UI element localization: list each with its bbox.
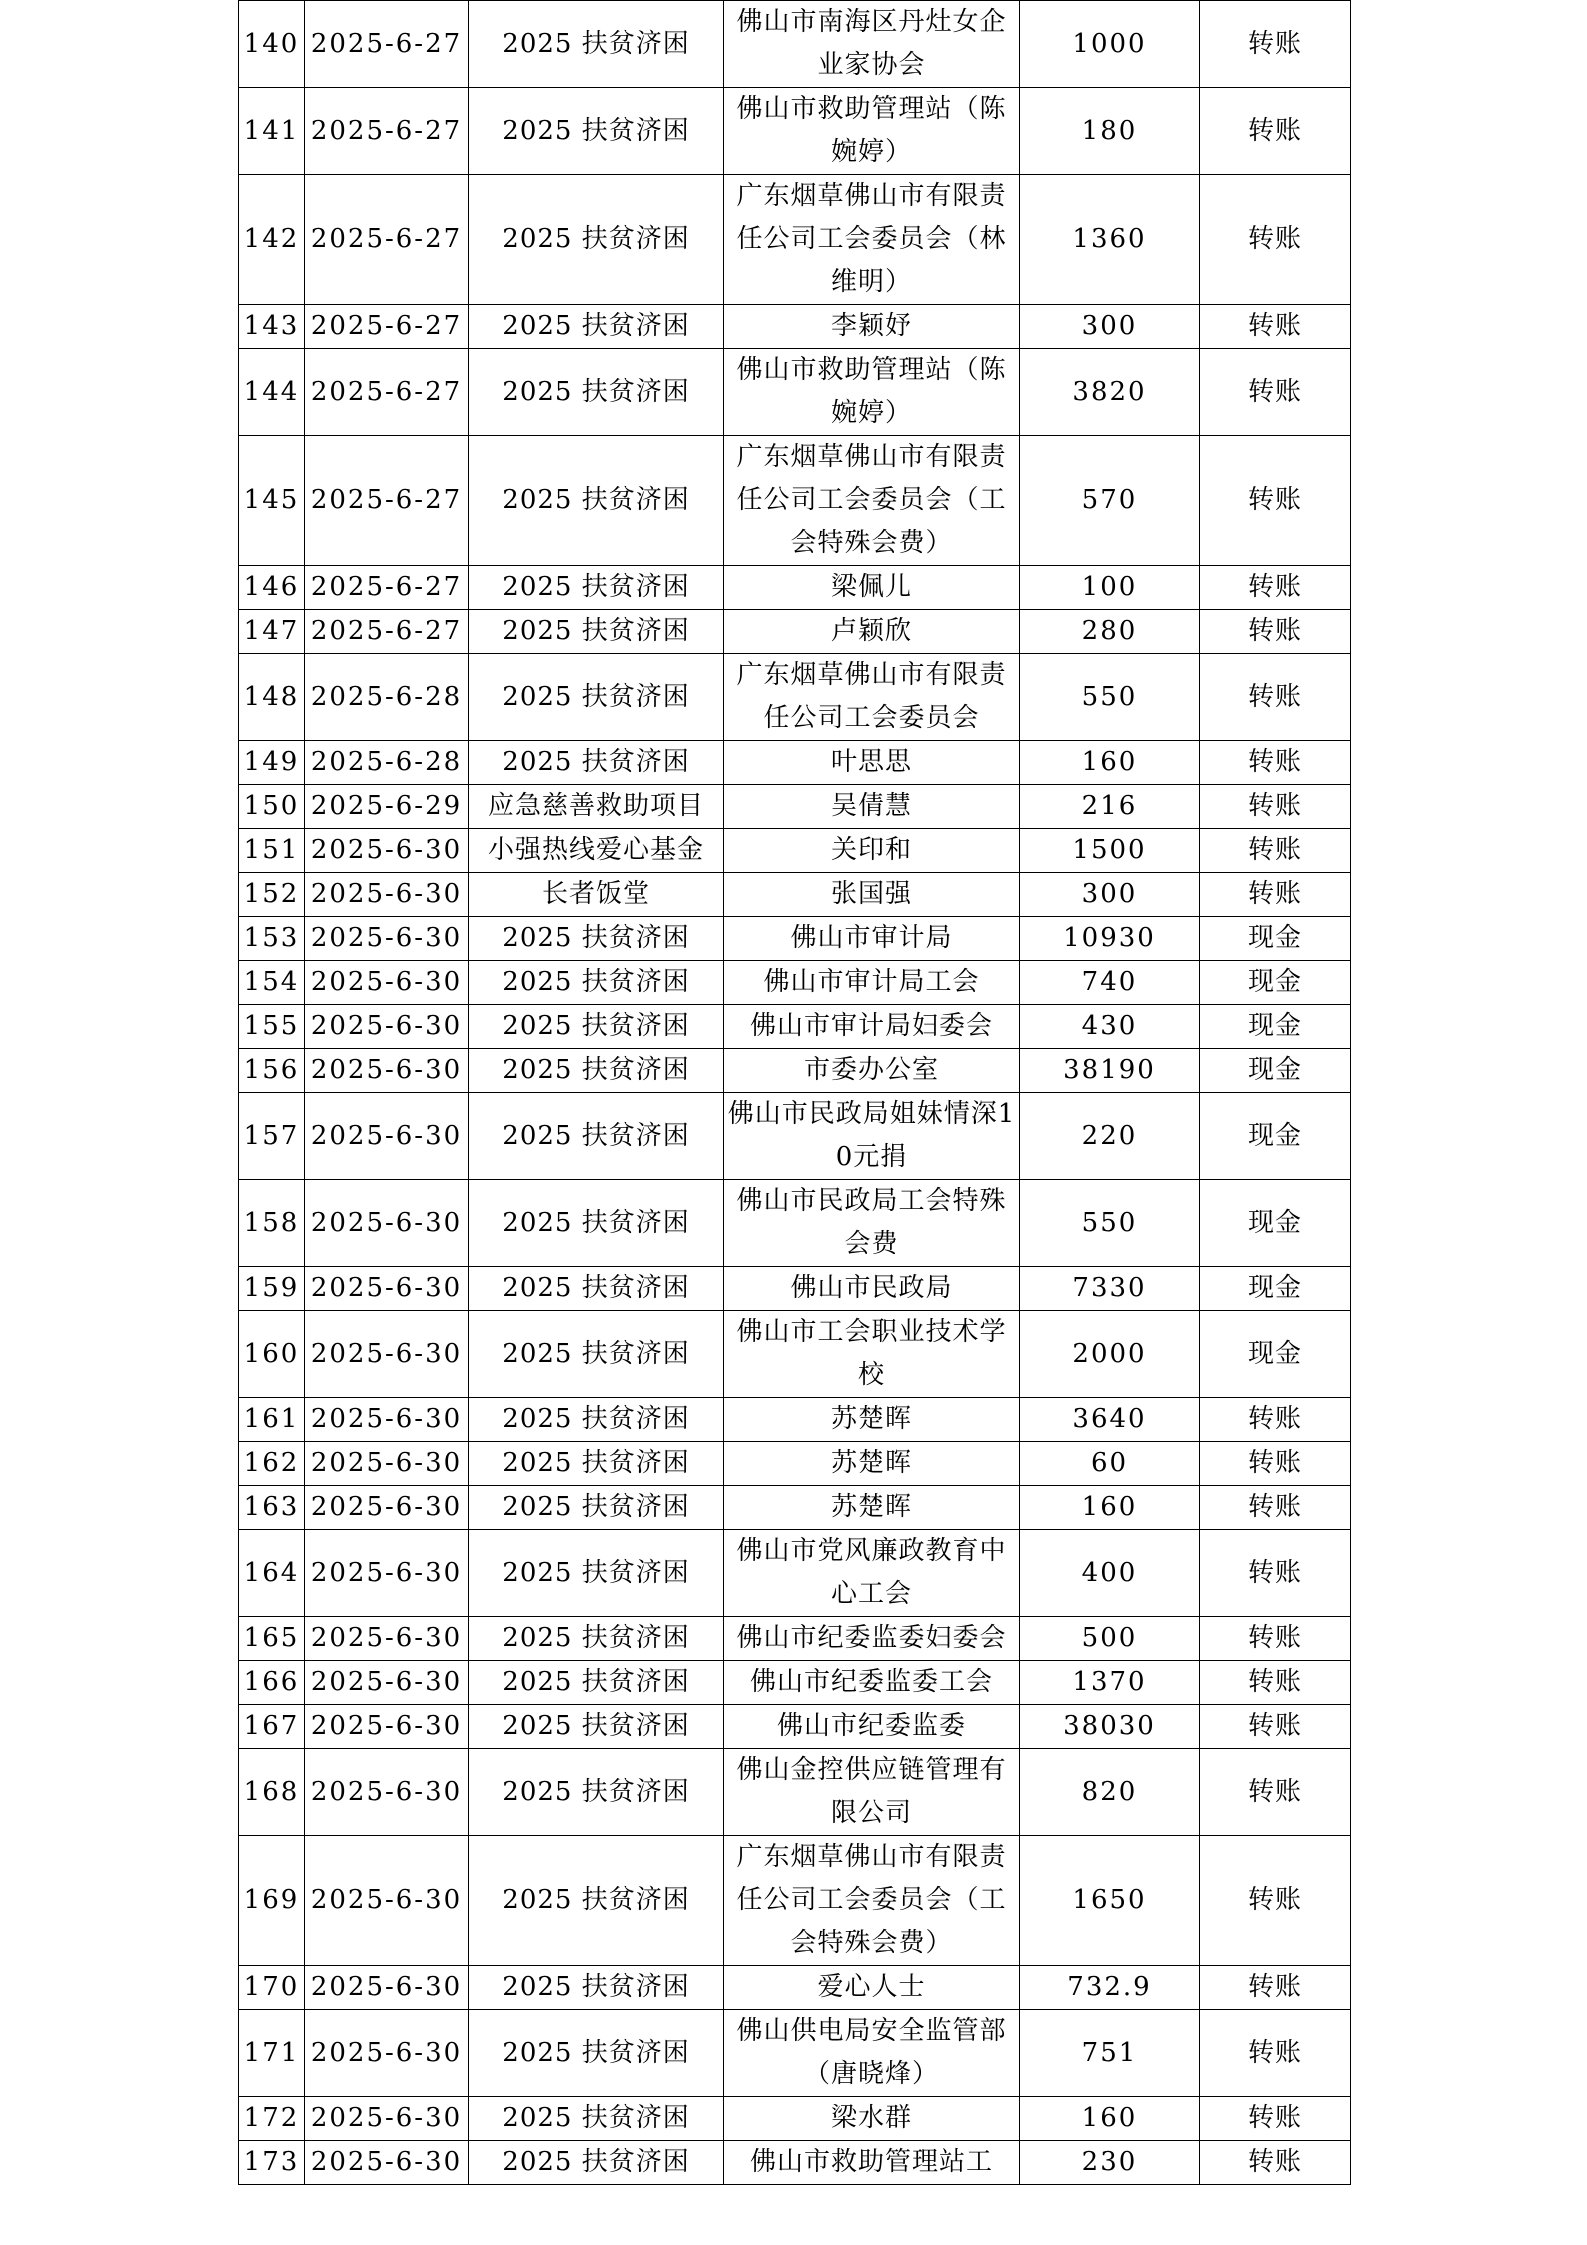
payment-method-cell: 转账 (1200, 1530, 1351, 1617)
project-cell: 2025 扶贫济困 (469, 961, 724, 1005)
project-cell: 2025 扶贫济困 (469, 1093, 724, 1180)
serial-number-cell: 158 (239, 1180, 305, 1267)
date-cell: 2025-6-29 (305, 785, 469, 829)
project-cell: 2025 扶贫济困 (469, 2097, 724, 2141)
date-cell: 2025-6-30 (305, 1749, 469, 1836)
table-row (239, 1749, 1351, 1836)
project-cell: 2025 扶贫济困 (469, 610, 724, 654)
project-cell: 应急慈善救助项目 (469, 785, 724, 829)
amount-cell: 3820 (1020, 349, 1200, 436)
serial-number-cell: 156 (239, 1049, 305, 1093)
serial-number-cell: 147 (239, 610, 305, 654)
amount-cell: 751 (1020, 2010, 1200, 2097)
donor-cell: 佛山市工会职业技术学校 (724, 1311, 1020, 1398)
donor-cell: 卢颖欣 (724, 610, 1020, 654)
amount-cell: 100 (1020, 566, 1200, 610)
payment-method-cell: 转账 (1200, 436, 1351, 566)
amount-cell: 300 (1020, 305, 1200, 349)
donor-cell: 关印和 (724, 829, 1020, 873)
project-cell: 2025 扶贫济困 (469, 1836, 724, 1966)
payment-method-cell: 转账 (1200, 1966, 1351, 2010)
payment-method-cell: 转账 (1200, 88, 1351, 175)
project-cell: 2025 扶贫济困 (469, 654, 724, 741)
payment-method-cell: 转账 (1200, 1, 1351, 88)
table-row (239, 349, 1351, 436)
project-cell: 2025 扶贫济困 (469, 566, 724, 610)
donor-cell: 佛山市党风廉政教育中心工会 (724, 1530, 1020, 1617)
serial-number-cell: 157 (239, 1093, 305, 1180)
serial-number-cell: 165 (239, 1617, 305, 1661)
donor-cell: 广东烟草佛山市有限责任公司工会委员会（林维明） (724, 175, 1020, 305)
serial-number-cell: 151 (239, 829, 305, 873)
payment-method-cell: 转账 (1200, 566, 1351, 610)
payment-method-cell: 转账 (1200, 654, 1351, 741)
payment-method-cell: 现金 (1200, 1180, 1351, 1267)
amount-cell: 1000 (1020, 1, 1200, 88)
project-cell: 长者饭堂 (469, 873, 724, 917)
donor-cell: 佛山金控供应链管理有限公司 (724, 1749, 1020, 1836)
date-cell: 2025-6-30 (305, 961, 469, 1005)
amount-cell: 220 (1020, 1093, 1200, 1180)
donor-cell: 佛山市纪委监委妇委会 (724, 1617, 1020, 1661)
payment-method-cell: 转账 (1200, 1661, 1351, 1705)
table-row (239, 1267, 1351, 1311)
payment-method-cell: 转账 (1200, 175, 1351, 305)
table-row (239, 566, 1351, 610)
donor-cell: 广东烟草佛山市有限责任公司工会委员会 (724, 654, 1020, 741)
project-cell: 2025 扶贫济困 (469, 436, 724, 566)
amount-cell: 500 (1020, 1617, 1200, 1661)
payment-method-cell: 转账 (1200, 1749, 1351, 1836)
donor-cell: 爱心人士 (724, 1966, 1020, 2010)
amount-cell: 230 (1020, 2141, 1200, 2185)
donor-cell: 苏楚晖 (724, 1486, 1020, 1530)
payment-method-cell: 现金 (1200, 961, 1351, 1005)
amount-cell: 550 (1020, 1180, 1200, 1267)
donor-cell: 佛山供电局安全监管部（唐晓烽） (724, 2010, 1020, 2097)
serial-number-cell: 150 (239, 785, 305, 829)
table-row (239, 1486, 1351, 1530)
donor-cell: 佛山市救助管理站（陈婉婷） (724, 349, 1020, 436)
donor-cell: 佛山市民政局 (724, 1267, 1020, 1311)
donor-cell: 佛山市民政局工会特殊会费 (724, 1180, 1020, 1267)
table-row (239, 1311, 1351, 1398)
amount-cell: 1500 (1020, 829, 1200, 873)
project-cell: 2025 扶贫济困 (469, 1180, 724, 1267)
date-cell: 2025-6-30 (305, 829, 469, 873)
project-cell: 2025 扶贫济困 (469, 1749, 724, 1836)
serial-number-cell: 166 (239, 1661, 305, 1705)
payment-method-cell: 转账 (1200, 741, 1351, 785)
table-row (239, 88, 1351, 175)
payment-method-cell: 转账 (1200, 2097, 1351, 2141)
payment-method-cell: 转账 (1200, 610, 1351, 654)
serial-number-cell: 153 (239, 917, 305, 961)
payment-method-cell: 转账 (1200, 349, 1351, 436)
payment-method-cell: 现金 (1200, 1311, 1351, 1398)
amount-cell: 550 (1020, 654, 1200, 741)
serial-number-cell: 144 (239, 349, 305, 436)
donor-cell: 广东烟草佛山市有限责任公司工会委员会（工会特殊会费） (724, 1836, 1020, 1966)
project-cell: 2025 扶贫济困 (469, 917, 724, 961)
amount-cell: 216 (1020, 785, 1200, 829)
serial-number-cell: 155 (239, 1005, 305, 1049)
serial-number-cell: 162 (239, 1442, 305, 1486)
serial-number-cell: 171 (239, 2010, 305, 2097)
date-cell: 2025-6-30 (305, 1049, 469, 1093)
donor-cell: 广东烟草佛山市有限责任公司工会委员会（工会特殊会费） (724, 436, 1020, 566)
amount-cell: 280 (1020, 610, 1200, 654)
date-cell: 2025-6-30 (305, 1705, 469, 1749)
serial-number-cell: 154 (239, 961, 305, 1005)
date-cell: 2025-6-30 (305, 1398, 469, 1442)
table-row (239, 961, 1351, 1005)
amount-cell: 300 (1020, 873, 1200, 917)
date-cell: 2025-6-30 (305, 1617, 469, 1661)
serial-number-cell: 164 (239, 1530, 305, 1617)
table-row (239, 1180, 1351, 1267)
payment-method-cell: 转账 (1200, 785, 1351, 829)
project-cell: 2025 扶贫济困 (469, 741, 724, 785)
date-cell: 2025-6-27 (305, 88, 469, 175)
table-row (239, 829, 1351, 873)
date-cell: 2025-6-30 (305, 1005, 469, 1049)
date-cell: 2025-6-28 (305, 654, 469, 741)
date-cell: 2025-6-30 (305, 1093, 469, 1180)
donor-cell: 苏楚晖 (724, 1442, 1020, 1486)
amount-cell: 430 (1020, 1005, 1200, 1049)
donor-cell: 佛山市救助管理站（陈婉婷） (724, 88, 1020, 175)
amount-cell: 732.9 (1020, 1966, 1200, 2010)
project-cell: 2025 扶贫济困 (469, 1530, 724, 1617)
date-cell: 2025-6-30 (305, 1442, 469, 1486)
payment-method-cell: 转账 (1200, 1486, 1351, 1530)
project-cell: 2025 扶贫济困 (469, 1705, 724, 1749)
table-row (239, 1049, 1351, 1093)
serial-number-cell: 160 (239, 1311, 305, 1398)
project-cell: 2025 扶贫济困 (469, 1049, 724, 1093)
amount-cell: 38030 (1020, 1705, 1200, 1749)
amount-cell: 160 (1020, 2097, 1200, 2141)
payment-method-cell: 现金 (1200, 1049, 1351, 1093)
payment-method-cell: 转账 (1200, 2010, 1351, 2097)
project-cell: 2025 扶贫济困 (469, 1, 724, 88)
date-cell: 2025-6-28 (305, 741, 469, 785)
amount-cell: 10930 (1020, 917, 1200, 961)
donor-cell: 梁水群 (724, 2097, 1020, 2141)
table-row (239, 654, 1351, 741)
donor-cell: 佛山市审计局 (724, 917, 1020, 961)
project-cell: 2025 扶贫济困 (469, 175, 724, 305)
donor-cell: 叶思思 (724, 741, 1020, 785)
amount-cell: 570 (1020, 436, 1200, 566)
donor-cell: 佛山市纪委监委 (724, 1705, 1020, 1749)
table-row (239, 1966, 1351, 2010)
date-cell: 2025-6-30 (305, 1267, 469, 1311)
payment-method-cell: 转账 (1200, 2141, 1351, 2185)
date-cell: 2025-6-30 (305, 1966, 469, 2010)
serial-number-cell: 173 (239, 2141, 305, 2185)
project-cell: 2025 扶贫济困 (469, 1398, 724, 1442)
serial-number-cell: 161 (239, 1398, 305, 1442)
table-row (239, 175, 1351, 305)
amount-cell: 820 (1020, 1749, 1200, 1836)
project-cell: 2025 扶贫济困 (469, 1311, 724, 1398)
date-cell: 2025-6-30 (305, 917, 469, 961)
date-cell: 2025-6-30 (305, 1530, 469, 1617)
amount-cell: 400 (1020, 1530, 1200, 1617)
date-cell: 2025-6-30 (305, 2097, 469, 2141)
donation-table (238, 0, 1351, 2185)
project-cell: 小强热线爱心基金 (469, 829, 724, 873)
table-row (239, 1617, 1351, 1661)
payment-method-cell: 转账 (1200, 873, 1351, 917)
serial-number-cell: 159 (239, 1267, 305, 1311)
donor-cell: 佛山市纪委监委工会 (724, 1661, 1020, 1705)
amount-cell: 160 (1020, 1486, 1200, 1530)
amount-cell: 740 (1020, 961, 1200, 1005)
donor-cell: 吴倩慧 (724, 785, 1020, 829)
table-row (239, 1442, 1351, 1486)
table-row (239, 2141, 1351, 2185)
amount-cell: 1360 (1020, 175, 1200, 305)
project-cell: 2025 扶贫济困 (469, 1617, 724, 1661)
donor-cell: 佛山市民政局姐妹情深10元捐 (724, 1093, 1020, 1180)
date-cell: 2025-6-30 (305, 1180, 469, 1267)
serial-number-cell: 163 (239, 1486, 305, 1530)
serial-number-cell: 148 (239, 654, 305, 741)
serial-number-cell: 172 (239, 2097, 305, 2141)
amount-cell: 1370 (1020, 1661, 1200, 1705)
table-row (239, 436, 1351, 566)
donor-cell: 苏楚晖 (724, 1398, 1020, 1442)
payment-method-cell: 转账 (1200, 1705, 1351, 1749)
serial-number-cell: 146 (239, 566, 305, 610)
table-row (239, 305, 1351, 349)
amount-cell: 180 (1020, 88, 1200, 175)
date-cell: 2025-6-30 (305, 1836, 469, 1966)
project-cell: 2025 扶贫济困 (469, 1486, 724, 1530)
table-body (239, 1, 1351, 2185)
donor-cell: 李颖妤 (724, 305, 1020, 349)
table-row (239, 1530, 1351, 1617)
serial-number-cell: 149 (239, 741, 305, 785)
amount-cell: 60 (1020, 1442, 1200, 1486)
date-cell: 2025-6-30 (305, 1661, 469, 1705)
payment-method-cell: 现金 (1200, 1267, 1351, 1311)
donor-cell: 梁佩儿 (724, 566, 1020, 610)
date-cell: 2025-6-30 (305, 2141, 469, 2185)
payment-method-cell: 转账 (1200, 1398, 1351, 1442)
payment-method-cell: 现金 (1200, 1093, 1351, 1180)
date-cell: 2025-6-30 (305, 2010, 469, 2097)
table-row (239, 610, 1351, 654)
serial-number-cell: 167 (239, 1705, 305, 1749)
serial-number-cell: 170 (239, 1966, 305, 2010)
donor-cell: 张国强 (724, 873, 1020, 917)
project-cell: 2025 扶贫济困 (469, 1966, 724, 2010)
amount-cell: 3640 (1020, 1398, 1200, 1442)
payment-method-cell: 现金 (1200, 917, 1351, 961)
payment-method-cell: 转账 (1200, 1836, 1351, 1966)
project-cell: 2025 扶贫济困 (469, 1005, 724, 1049)
donor-cell: 市委办公室 (724, 1049, 1020, 1093)
project-cell: 2025 扶贫济困 (469, 2141, 724, 2185)
payment-method-cell: 转账 (1200, 305, 1351, 349)
date-cell: 2025-6-30 (305, 1311, 469, 1398)
amount-cell: 160 (1020, 741, 1200, 785)
donor-cell: 佛山市审计局工会 (724, 961, 1020, 1005)
table-row (239, 917, 1351, 961)
table-row (239, 1005, 1351, 1049)
table-row (239, 1, 1351, 88)
serial-number-cell: 141 (239, 88, 305, 175)
table-row (239, 1661, 1351, 1705)
table-row (239, 785, 1351, 829)
date-cell: 2025-6-27 (305, 566, 469, 610)
date-cell: 2025-6-27 (305, 610, 469, 654)
table-row (239, 1705, 1351, 1749)
serial-number-cell: 168 (239, 1749, 305, 1836)
serial-number-cell: 145 (239, 436, 305, 566)
table-row (239, 1836, 1351, 1966)
project-cell: 2025 扶贫济困 (469, 1442, 724, 1486)
date-cell: 2025-6-27 (305, 1, 469, 88)
payment-method-cell: 现金 (1200, 1005, 1351, 1049)
table-row (239, 1398, 1351, 1442)
serial-number-cell: 140 (239, 1, 305, 88)
amount-cell: 2000 (1020, 1311, 1200, 1398)
amount-cell: 1650 (1020, 1836, 1200, 1966)
donor-cell: 佛山市审计局妇委会 (724, 1005, 1020, 1049)
serial-number-cell: 152 (239, 873, 305, 917)
serial-number-cell: 169 (239, 1836, 305, 1966)
table-row (239, 2097, 1351, 2141)
date-cell: 2025-6-27 (305, 305, 469, 349)
project-cell: 2025 扶贫济困 (469, 349, 724, 436)
serial-number-cell: 143 (239, 305, 305, 349)
date-cell: 2025-6-27 (305, 349, 469, 436)
table-row (239, 873, 1351, 917)
project-cell: 2025 扶贫济困 (469, 1661, 724, 1705)
donor-cell: 佛山市救助管理站工 (724, 2141, 1020, 2185)
donor-cell: 佛山市南海区丹灶女企业家协会 (724, 1, 1020, 88)
project-cell: 2025 扶贫济困 (469, 2010, 724, 2097)
date-cell: 2025-6-30 (305, 873, 469, 917)
date-cell: 2025-6-30 (305, 1486, 469, 1530)
date-cell: 2025-6-27 (305, 436, 469, 566)
amount-cell: 38190 (1020, 1049, 1200, 1093)
project-cell: 2025 扶贫济困 (469, 1267, 724, 1311)
table-row (239, 1093, 1351, 1180)
serial-number-cell: 142 (239, 175, 305, 305)
payment-method-cell: 转账 (1200, 829, 1351, 873)
table-row (239, 741, 1351, 785)
payment-method-cell: 转账 (1200, 1442, 1351, 1486)
payment-method-cell: 转账 (1200, 1617, 1351, 1661)
project-cell: 2025 扶贫济困 (469, 88, 724, 175)
project-cell: 2025 扶贫济困 (469, 305, 724, 349)
amount-cell: 7330 (1020, 1267, 1200, 1311)
table-row (239, 2010, 1351, 2097)
date-cell: 2025-6-27 (305, 175, 469, 305)
